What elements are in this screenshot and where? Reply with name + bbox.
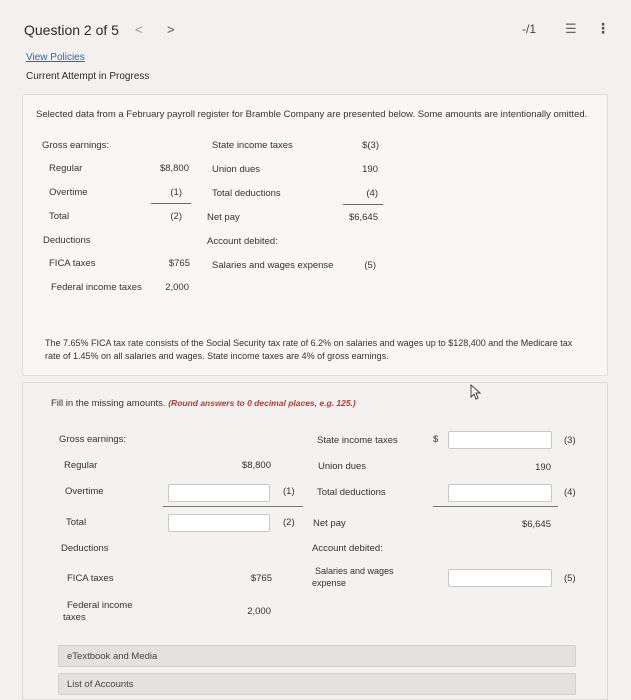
next-question-icon[interactable]: > [167,22,175,37]
answer-fica-value: $765 [250,573,272,584]
question-title: Question 2 of 5 [24,22,119,38]
total-deductions-underline [433,506,558,507]
answer-deductions-label: Deductions [61,543,109,554]
answer-federal-label-2: taxes [63,612,86,623]
state-taxes-marker: (3) [564,435,576,446]
score-display: -/1 [522,22,537,36]
fica-note-line1: The 7.65% FICA tax rate consists of the Social Security tax rate of 6.2% on salaries and wages up to $128,400 and the Medicare tax [45,338,573,348]
state-taxes-value: $(3) [362,140,379,151]
answer-fica-label: FICA taxes [67,573,114,584]
list-of-accounts-button[interactable]: List of Accounts [58,673,576,695]
state-taxes-label: State income taxes [212,140,293,151]
view-policies-link[interactable]: View Policies [26,52,85,63]
total-deductions-value: (4) [343,188,383,205]
answer-total-deductions-label: Total deductions [317,487,386,498]
instruction-hint: (Round answers to 0 decimal places, e.g. 125.) [168,398,356,408]
answer-net-pay-label: Net pay [313,518,346,529]
union-dues-label: Union dues [212,164,261,175]
overtime-value: (1) [151,187,191,204]
answer-federal-value: 2,000 [247,606,271,617]
problem-intro: Selected data from a February payroll register for Bramble Company are presented below. Some amounts are intentionally omitted. [36,109,588,120]
answer-regular-value: $8,800 [241,460,271,471]
answer-federal-label-1: Federal income [67,600,133,611]
etextbook-button[interactable]: eTextbook and Media [58,645,576,667]
account-debited-label: Account debited: [207,236,278,247]
fica-note-line2: rate of 1.45% on all salaries and wages. State income taxes are 4% of gross earnings. [45,351,389,361]
instruction-label: Fill in the missing amounts. [51,398,166,409]
overtime-input[interactable] [168,484,270,502]
answer-regular-label: Regular [64,460,98,471]
net-pay-label: Net pay [207,212,240,223]
dollar-sign: $ [433,434,439,445]
answer-salaries-label-1: Salaries and wages [315,566,394,576]
answer-overtime-label: Overtime [65,486,104,497]
gross-earnings-label: Gross earnings: [42,140,110,151]
net-pay-value: $6,645 [348,212,378,223]
instruction-text [51,398,356,409]
overtime-marker: (1) [283,486,295,497]
regular-value: $8,800 [159,163,189,174]
federal-value: 2,000 [165,282,189,293]
answer-union-dues-value: 190 [535,462,551,473]
answer-union-dues-label: Union dues [318,461,367,472]
total-deductions-input[interactable] [448,484,552,502]
state-taxes-input[interactable] [448,431,552,449]
total-input[interactable] [168,514,270,532]
previous-question-icon[interactable]: < [135,22,143,37]
salaries-input[interactable] [448,569,552,587]
total-deductions-label: Total deductions [212,188,281,199]
answer-state-taxes-label: State income taxes [317,435,398,446]
regular-label: Regular [49,163,83,174]
salaries-label: Salaries and wages expense [212,260,334,271]
deductions-label: Deductions [43,235,91,246]
answer-account-debited-label: Account debited: [312,543,383,554]
total-label: Total [49,211,70,222]
total-marker: (2) [283,517,295,528]
fica-label: FICA taxes [49,258,96,269]
answer-net-pay-value: $6,645 [521,519,551,530]
more-options-icon[interactable]: ⋮ [596,20,610,36]
salaries-marker: (5) [564,573,576,584]
federal-label: Federal income taxes [51,282,142,293]
attempt-status: Current Attempt in Progress [26,71,150,82]
overtime-label: Overtime [49,187,88,198]
salaries-value: (5) [364,260,376,271]
union-dues-value: 190 [362,164,378,175]
total-deductions-marker: (4) [564,487,576,498]
answer-card [22,382,608,700]
answer-gross-earnings-label: Gross earnings: [59,434,127,445]
problem-card [22,94,608,376]
question-list-icon[interactable]: ☰ [565,21,577,36]
overtime-underline [163,506,303,507]
fica-value: $765 [168,258,190,269]
mouse-pointer-icon [466,384,484,404]
answer-salaries-label-2: expense [312,578,347,588]
total-value: (2) [170,211,182,222]
answer-total-label: Total [66,517,87,528]
